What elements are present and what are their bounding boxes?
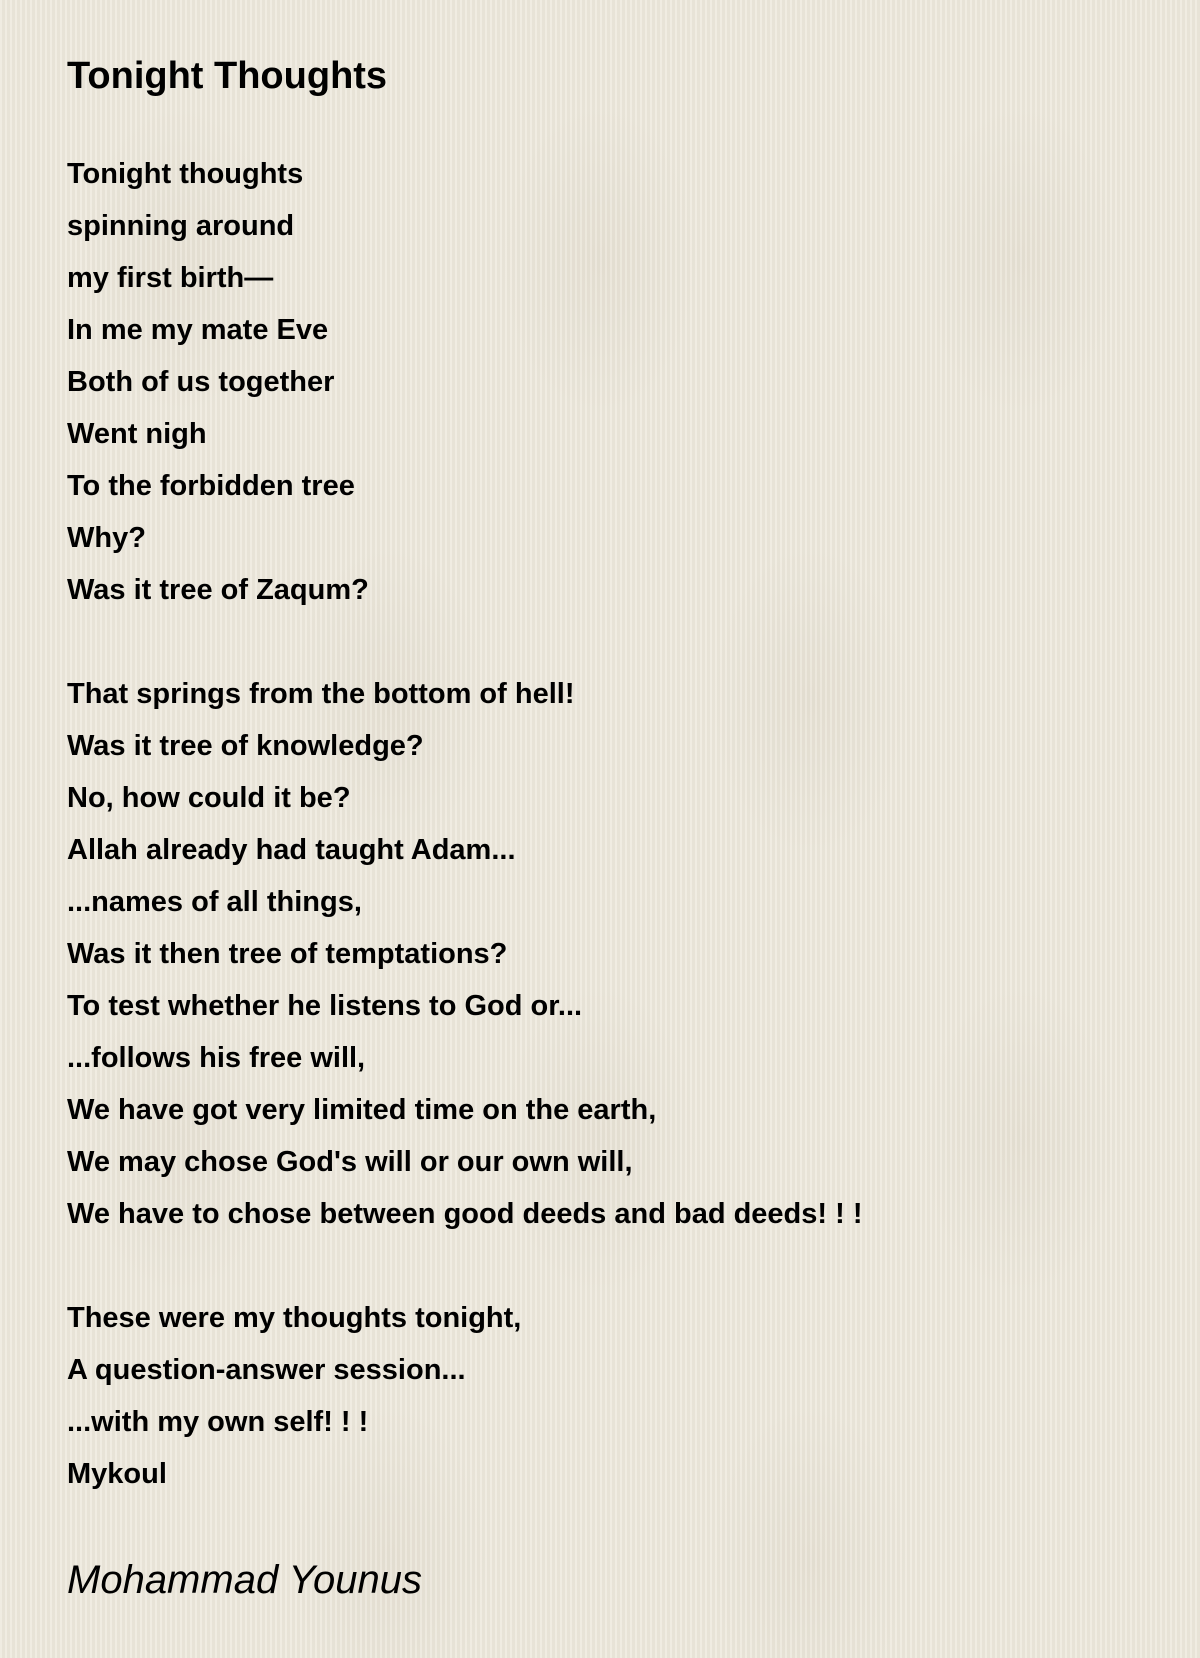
poem-line: To test whether he listens to God or... [67, 990, 583, 1022]
poem-line: my first birth— [67, 262, 274, 294]
stanza-3 [67, 1292, 1147, 1500]
poem-line: spinning around [67, 210, 295, 242]
poem-line: ...names of all things, [67, 886, 362, 918]
poem-line: Was it tree of knowledge? [67, 730, 424, 762]
poem-line: A question-answer session... [67, 1354, 466, 1386]
poem-line: No, how could it be? [67, 782, 351, 814]
poem-line: ...with my own self! ! ! [67, 1406, 369, 1438]
poem-page [67, 52, 1147, 1608]
poem-author: Mohammad Younus [67, 1558, 423, 1602]
poem-line: That springs from the bottom of hell! [67, 678, 575, 710]
poem-body [67, 148, 1147, 1500]
poem-line: ...follows his free will, [67, 1042, 366, 1074]
poem-line: We may chose God's will or our own will, [67, 1146, 633, 1178]
poem-line: We have got very limited time on the earth, [67, 1094, 657, 1126]
poem-title: Tonight Thoughts [67, 55, 388, 97]
poem-line: Went nigh [67, 418, 207, 450]
poem-line: Mykoul [67, 1458, 167, 1490]
poem-line: We have to chose between good deeds and bad deeds! ! ! [67, 1198, 863, 1230]
poem-line: Was it then tree of temptations? [67, 938, 508, 970]
poem-line: Was it tree of Zaqum? [67, 574, 369, 606]
poem-line: In me my mate Eve [67, 314, 329, 346]
stanza-2 [67, 668, 1147, 1240]
poem-line: To the forbidden tree [67, 470, 355, 502]
poem-line: Both of us together [67, 366, 335, 398]
poem-line: Allah already had taught Adam... [67, 834, 516, 866]
poem-line: Why? [67, 522, 146, 554]
poem-line: These were my thoughts tonight, [67, 1302, 522, 1334]
poem-line: Tonight thoughts [67, 158, 304, 190]
stanza-1 [67, 148, 1147, 616]
